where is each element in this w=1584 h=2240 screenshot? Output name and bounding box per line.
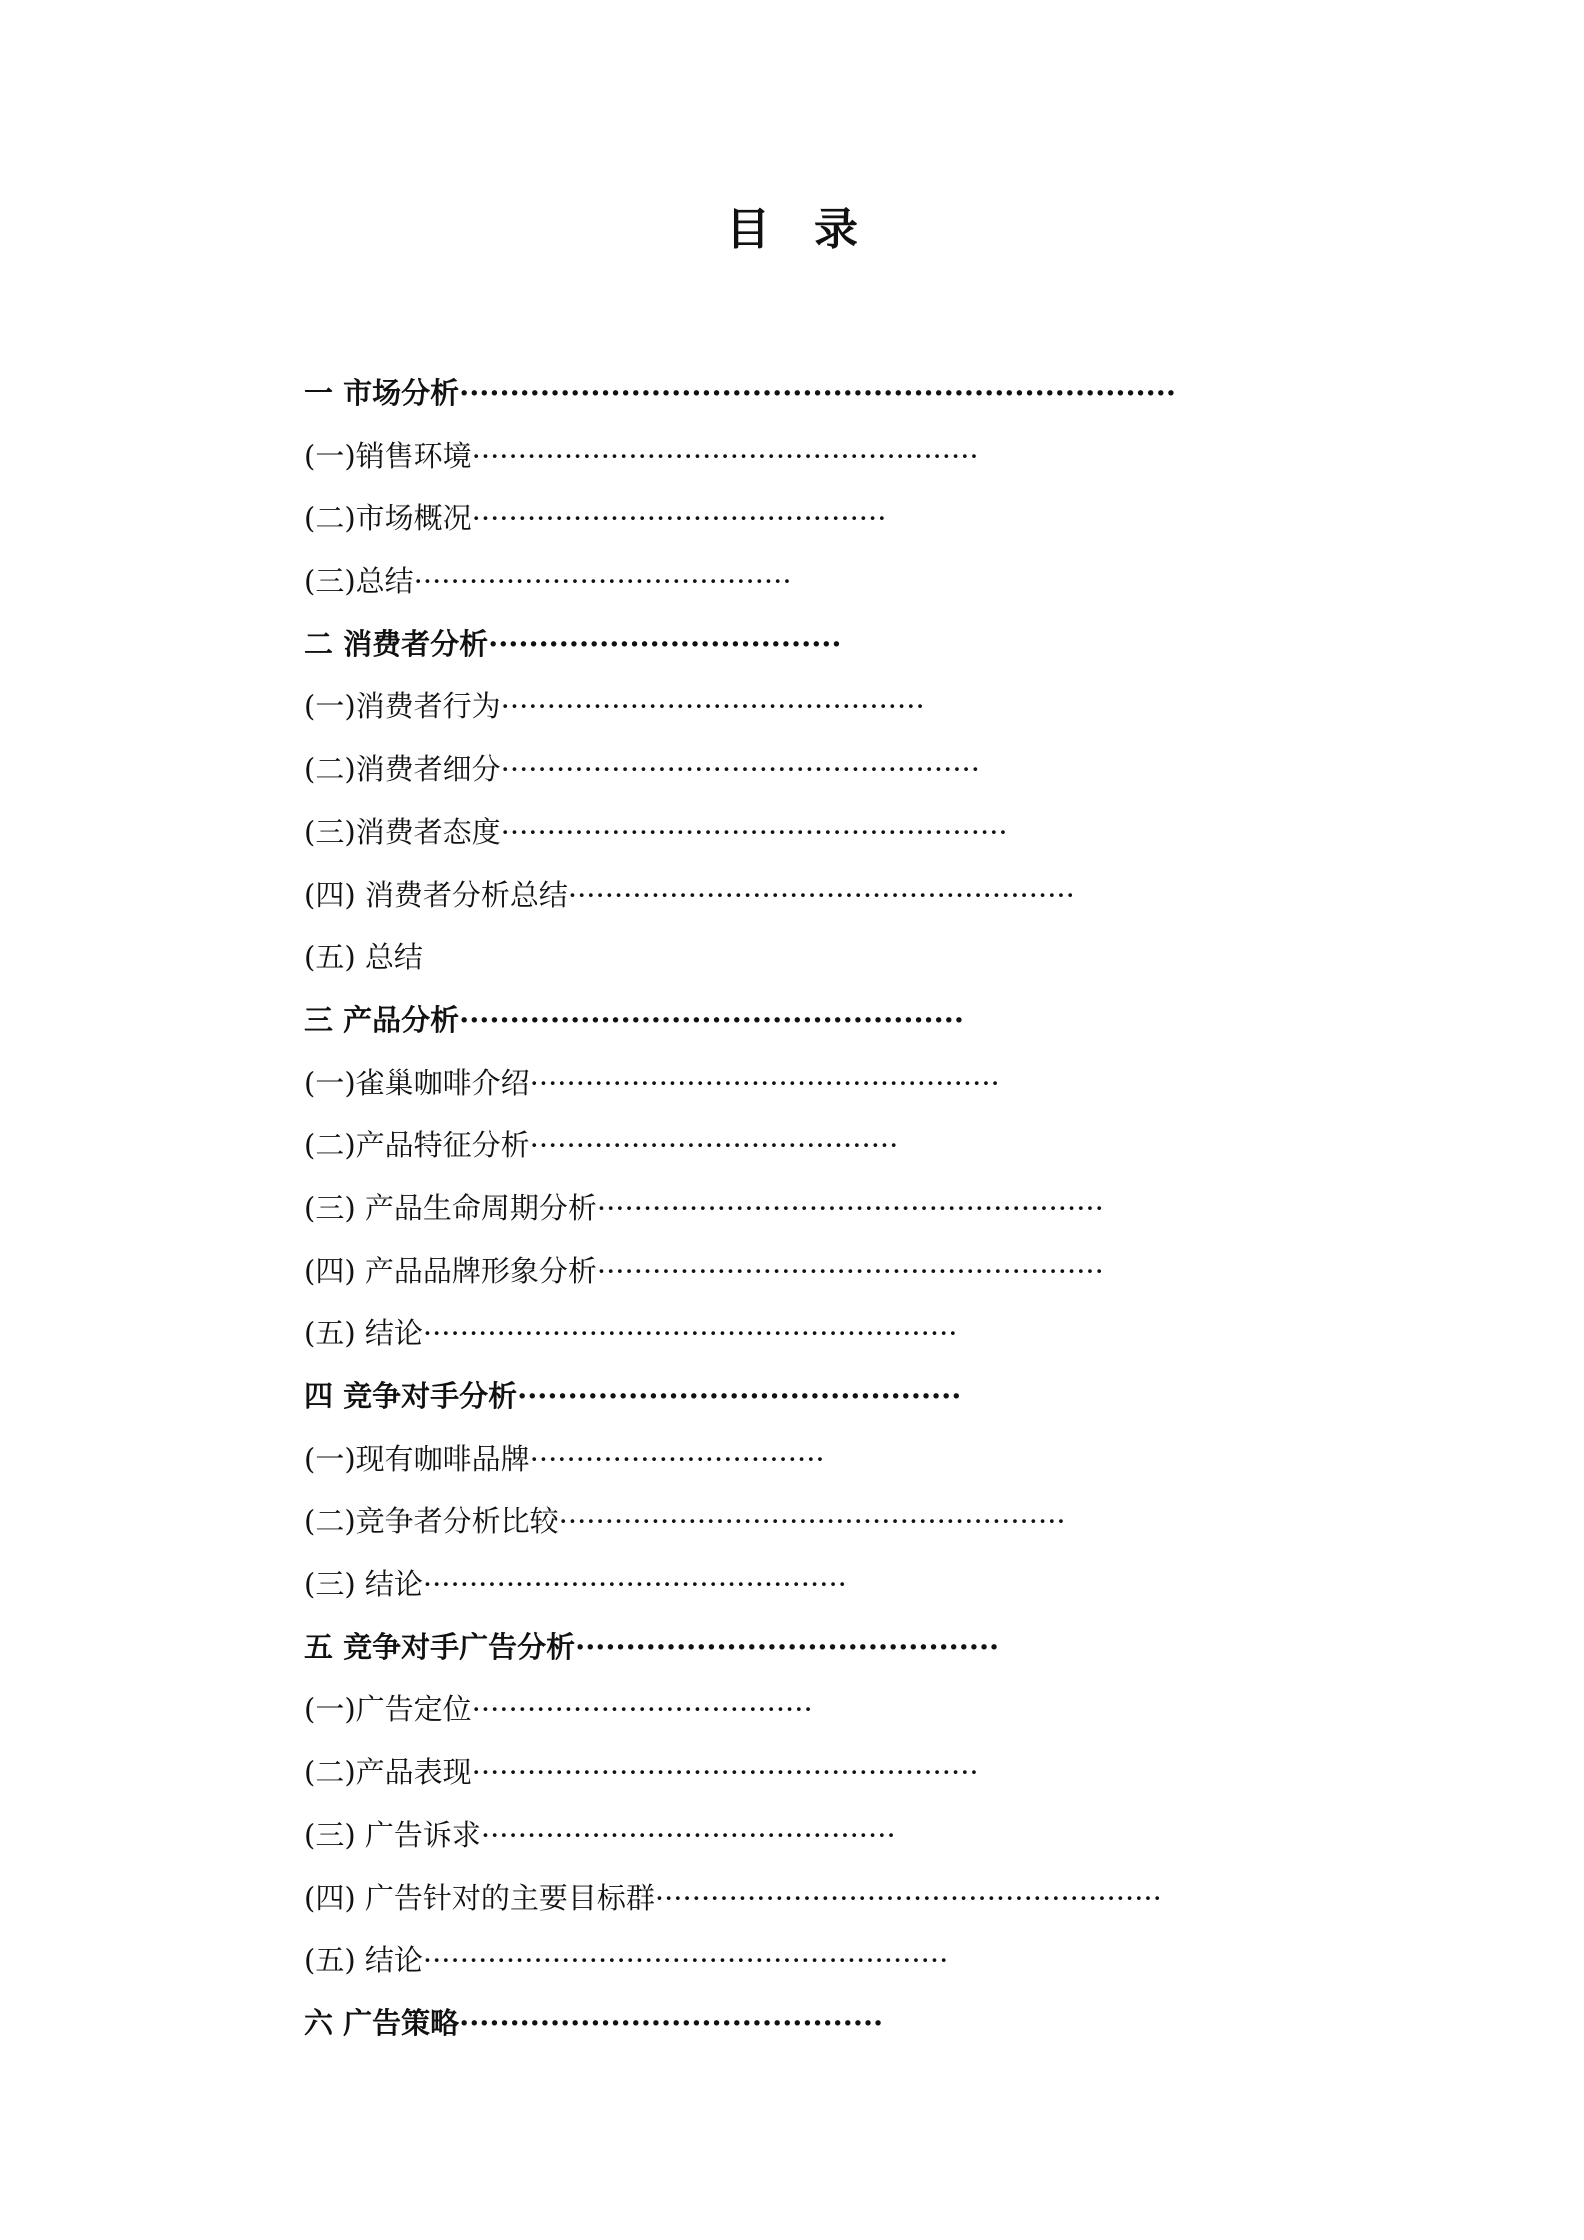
toc-entry-text: 三 产品分析 [304,1002,460,1037]
toc-entry[interactable] [304,1490,1404,1553]
toc-title-text: 目 录 [726,204,858,255]
toc-entry-text: (五) 结论 [304,1943,423,1978]
toc-dot-leader: ············································· [471,501,887,536]
toc-entry[interactable] [304,1741,1404,1804]
toc-entry-text: (三) 广告诉求 [304,1817,481,1852]
toc-dot-leader: ·········································· [575,1629,1000,1664]
toc-dot-leader: ··················································· [529,1065,1000,1100]
toc-entry-text: (四) 产品品牌形象分析 [304,1253,597,1288]
toc-entry[interactable] [304,1052,1404,1115]
toc-entry-text: 五 竞争对手广告分析 [304,1629,576,1664]
toc-entry-text: (一)消费者行为 [304,689,501,724]
toc-entry-text: (二)产品特征分析 [304,1128,530,1163]
toc-dot-leader: ·························································· [422,1316,958,1351]
toc-entry-text: (一)销售环境 [304,438,472,473]
toc-dot-leader: ····································· [471,1692,813,1727]
toc-dot-leader: ······················································· [471,1755,979,1790]
toc-entry-text: (二)产品表现 [304,1755,472,1790]
toc-entry[interactable] [304,487,1404,550]
toc-entry-text: (三)消费者态度 [304,814,501,849]
toc-dot-leader: ·········································· [459,2005,884,2040]
toc-entry[interactable] [304,1553,1404,1616]
toc-entry-text: (二)竞争者分析比较 [304,1504,559,1539]
toc-entry-text: 二 消费者分析 [304,626,489,661]
toc-entry[interactable] [304,1804,1404,1867]
toc-dot-leader: ············································ [517,1379,962,1413]
toc-dot-leader: ······················································· [558,1504,1066,1539]
toc-entry[interactable] [304,1365,1404,1428]
toc-entry[interactable] [304,1867,1404,1930]
toc-dot-leader: ···················································· [500,752,980,787]
toc-entry[interactable] [304,1929,1404,1992]
toc-dot-leader: ······································································· [459,376,1176,410]
toc-entry[interactable] [304,1616,1404,1679]
toc-entry[interactable] [304,1678,1404,1741]
toc-dot-leader: ·············································· [422,1567,847,1602]
toc-entry-text: (四) 广告针对的主要目标群 [304,1880,655,1915]
toc-entry-text: (二)市场概况 [304,501,472,536]
toc-dot-leader: ······················································· [596,1253,1104,1288]
toc-entry-text: (二)消费者细分 [304,752,501,787]
toc-entry[interactable] [304,362,1404,425]
toc-dot-leader: ······················································· [471,438,979,473]
toc-entry[interactable] [304,926,1404,989]
toc-entry-text: (一)雀巢咖啡介绍 [304,1065,530,1100]
toc-entry[interactable] [304,1240,1404,1303]
toc-entry[interactable] [304,425,1404,488]
toc-entry-text: (四) 消费者分析总结 [304,877,568,912]
toc-entry[interactable] [304,738,1404,801]
toc-entry-text: 六 广告策略 [304,2005,460,2040]
toc-entry[interactable] [304,1302,1404,1365]
toc-dot-leader: ········································· [413,564,792,599]
toc-entry-text: 一 市场分析 [304,376,460,410]
toc-dot-leader: ········································ [529,1128,899,1163]
toc-dot-leader: ·················································· [459,1002,964,1037]
toc-entry-text: (三)总结 [304,564,414,599]
toc-dot-leader: ············································· [480,1817,896,1852]
toc-entry[interactable] [304,989,1404,1052]
toc-entry-text: (一)现有咖啡品牌 [304,1441,530,1476]
toc-entry[interactable] [304,1992,1404,2055]
toc-entry-text: (三) 结论 [304,1567,423,1602]
toc-entry[interactable] [304,675,1404,738]
toc-dot-leader: ································ [529,1441,825,1476]
toc-entry-text: (三) 产品生命周期分析 [304,1190,597,1225]
toc-entry[interactable] [304,613,1404,676]
toc-entry[interactable] [304,1428,1404,1491]
toc-entry[interactable] [304,864,1404,927]
toc-title [0,200,1584,260]
toc-dot-leader: ·············································· [500,689,925,724]
toc-entry-text: (一)广告定位 [304,1692,472,1727]
toc-entry-text: (五) 结论 [304,1316,423,1351]
toc-dot-leader: ························································· [422,1943,949,1978]
toc-list [304,362,1404,2055]
toc-entry-text: (五) 总结 [304,940,423,975]
toc-entry-text: 四 竞争对手分析 [304,1379,518,1413]
toc-dot-leader: ······················································· [567,877,1075,912]
toc-dot-leader: ··································· [488,626,842,661]
toc-entry[interactable] [304,550,1404,613]
toc-entry[interactable] [304,801,1404,864]
toc-dot-leader: ······················································· [500,814,1008,849]
toc-dot-leader: ······················································· [654,1880,1162,1915]
toc-dot-leader: ······················································· [596,1190,1104,1225]
toc-entry[interactable] [304,1114,1404,1177]
toc-entry[interactable] [304,1177,1404,1240]
